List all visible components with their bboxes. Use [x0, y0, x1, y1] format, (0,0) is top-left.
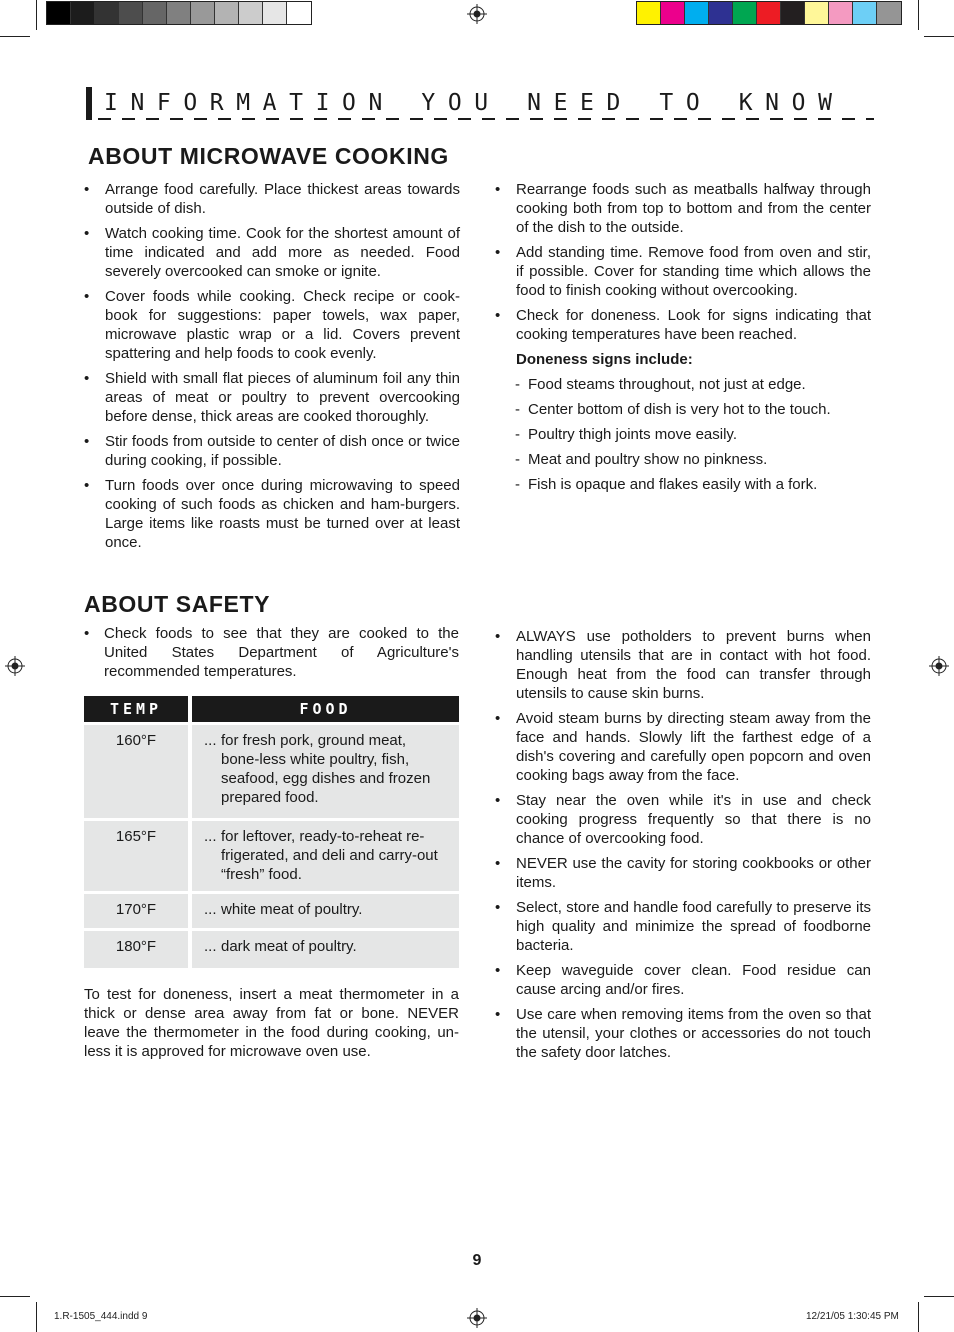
color-swatch: [143, 2, 167, 24]
crop-mark: [0, 36, 30, 37]
table-header-temp: TEMP: [84, 696, 188, 722]
color-swatch: [71, 2, 95, 24]
header-dashed-rule: [98, 118, 874, 120]
color-swatch: [781, 2, 805, 24]
crop-mark: [0, 1296, 30, 1297]
temp-cell: 160°F: [84, 725, 188, 818]
crop-mark: [36, 1302, 37, 1332]
page-number: 9: [472, 1252, 482, 1269]
color-swatch: [95, 2, 119, 24]
list-item: • Rearrange foods such as meatballs halfway through cooking both from top to bottom and from the center of the dish to the outside.: [495, 180, 871, 237]
table-row: [84, 821, 459, 891]
list-item: • Watch cooking time. Cook for the shortest amount of time indicated and add more as needed. Food severely overcooked can smoke or ignite.: [84, 224, 460, 281]
color-swatch: [119, 2, 143, 24]
color-swatch: [661, 2, 685, 24]
color-swatch: [733, 2, 757, 24]
table-row: [84, 725, 459, 818]
doneness-heading: Doneness signs include:: [516, 351, 693, 368]
food-cell: [192, 725, 459, 818]
color-swatch-bar: [636, 1, 902, 25]
doneness-item: - Fish is opaque and flakes easily with a fork.: [495, 475, 871, 494]
temp-cell: 165°F: [84, 821, 188, 891]
list-item: • Avoid steam burns by directing steam away from the face and hands. Slowly lift the farthest edge of a dish's covering and carefully open popcorn and oven cooking bags away from the face.: [495, 709, 871, 785]
food-text: for fresh pork, ground meat, bone-less white poultry, fish, seafood, egg dishes and frozen prepared food.: [221, 732, 431, 806]
color-swatch: [709, 2, 733, 24]
color-swatch: [287, 2, 311, 24]
doneness-item: - Center bottom of dish is very hot to the touch.: [495, 400, 871, 419]
timestamp-slug: 12/21/05 1:30:45 PM: [806, 1311, 899, 1322]
header-accent-bar: [86, 87, 92, 120]
doneness-item: - Poultry thigh joints move easily.: [495, 425, 871, 444]
thermometer-note: To test for doneness, insert a meat thermometer in a thick or dense area away from fat or bone. NEVER leave the thermometer in the food during cooking, un-less it is approved for microwave oven use.: [84, 986, 459, 1060]
food-cell: [192, 821, 459, 891]
doneness-item: - Meat and poultry show no pinkness.: [495, 450, 871, 469]
list-item: • Add standing time. Remove food from oven and stir, if possible. Cover for standing time which allows the food to finish cooking without overcooking.: [495, 243, 871, 300]
page-header-title: INFORMATION YOU NEED TO KNOW: [104, 90, 845, 116]
color-swatch: [191, 2, 215, 24]
food-text: white meat of poultry.: [221, 901, 363, 918]
list-item: • NEVER use the cavity for storing cookbooks or other items.: [495, 854, 871, 892]
color-swatch: [757, 2, 781, 24]
microwave-section-title: ABOUT MICROWAVE COOKING: [88, 143, 449, 169]
list-item: • Shield with small flat pieces of aluminum foil any thin areas of meat or poultry to prevent overcooking before dense, thick areas are cooked thoroughly.: [84, 369, 460, 426]
food-cell: [192, 894, 459, 928]
color-swatch: [167, 2, 191, 24]
color-swatch: [215, 2, 239, 24]
leader-dots: ...: [204, 732, 217, 749]
list-item: • Select, store and handle food carefully to preserve its high quality and minimize the spread of foodborne bacteria.: [495, 898, 871, 955]
list-item: • Cover foods while cooking. Check recipe or cook-book for suggestions: paper towels, wax paper, microwave plastic wrap or a lid. Covers prevent spattering and help foods to cook evenly.: [84, 287, 460, 363]
file-slug: 1.R-1505_444.indd 9: [54, 1311, 148, 1322]
color-swatch: [239, 2, 263, 24]
registration-mark-icon: [467, 4, 487, 24]
color-swatch: [685, 2, 709, 24]
temperature-table: [84, 696, 459, 968]
crop-mark: [36, 0, 37, 30]
food-cell: [192, 931, 459, 968]
list-item: • Turn foods over once during microwaving to speed cooking of such foods as chicken and ham-burgers. Large items like roasts must be turned over at least once.: [84, 476, 460, 552]
color-swatch: [829, 2, 853, 24]
color-swatch: [853, 2, 877, 24]
food-text: dark meat of poultry.: [221, 938, 357, 955]
table-header-food: FOOD: [192, 696, 459, 722]
color-swatch: [47, 2, 71, 24]
table-row: [84, 931, 459, 968]
microwave-left-column: [84, 180, 460, 558]
food-text: for leftover, ready-to-reheat re-frigerated, and deli and carry-out “fresh” food.: [221, 828, 438, 883]
registration-mark-icon: [929, 656, 949, 676]
list-item: • Keep waveguide cover clean. Food residue can cause arcing and/or fires.: [495, 961, 871, 999]
leader-dots: ...: [204, 901, 217, 918]
table-header-row: [84, 696, 459, 722]
registration-mark-icon: [467, 1308, 487, 1328]
crop-mark: [918, 0, 919, 30]
table-row: [84, 894, 459, 928]
safety-intro: [84, 624, 459, 687]
color-swatch: [805, 2, 829, 24]
microwave-right-column: [495, 180, 871, 500]
leader-dots: ...: [204, 828, 217, 845]
crop-mark: [918, 1302, 919, 1332]
list-item: • Stay near the oven while it's in use and check cooking progress frequently so that there is no chance of overcooking food.: [495, 791, 871, 848]
crop-mark: [924, 36, 954, 37]
list-item: • ALWAYS use potholders to prevent burns when handling utensils that are in contact with hot food. Enough heat from the food can transfer through utensils to cause skin burns.: [495, 627, 871, 703]
list-item: • Check foods to see that they are cooked to the United States Department of Agriculture's recommended temperatures.: [84, 624, 459, 681]
grayscale-swatch-bar: [46, 1, 312, 25]
color-swatch: [263, 2, 287, 24]
temp-cell: 180°F: [84, 931, 188, 968]
list-item: • Use care when removing items from the oven so that the utensil, your clothes or accessories do not touch the safety door latches.: [495, 1005, 871, 1062]
list-item: • Check for doneness. Look for signs indicating that cooking temperatures have been reached.: [495, 306, 871, 344]
registration-mark-icon: [5, 656, 25, 676]
list-item: • Arrange food carefully. Place thickest areas towards outside of dish.: [84, 180, 460, 218]
safety-section-title: ABOUT SAFETY: [84, 591, 271, 617]
color-swatch: [637, 2, 661, 24]
leader-dots: ...: [204, 938, 217, 955]
doneness-item: - Food steams throughout, not just at edge.: [495, 375, 871, 394]
crop-mark: [924, 1296, 954, 1297]
safety-right-column: [495, 627, 871, 1068]
color-swatch: [877, 2, 901, 24]
temp-cell: 170°F: [84, 894, 188, 928]
list-item: • Stir foods from outside to center of dish once or twice during cooking, if possible.: [84, 432, 460, 470]
